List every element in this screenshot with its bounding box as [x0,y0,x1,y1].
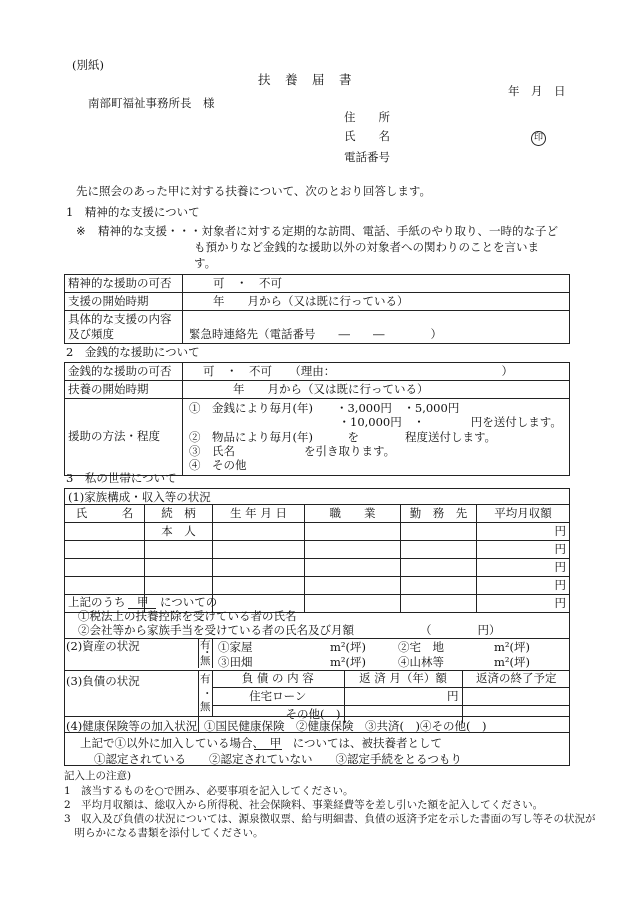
tax-item-2-amount: （ 円） [420,623,501,637]
tax-item-1: ①税法上の扶養控除を受けている者の氏名 [78,609,297,623]
assets-no[interactable]: 無 [200,655,211,667]
seal-mark [531,129,546,146]
tax-item-2: ②会社等から家族手当を受けている者の氏名及び月額 [78,623,354,637]
asset-field: ③田畑 [218,655,253,669]
relation-cell [145,540,213,558]
row-label: 精神的な援助の可否 [65,275,183,293]
phone-label: 電話番号 [344,150,390,164]
tax-line: 上記のうち 甲 についての [68,595,218,609]
row-label: 金銭的な援助の可否 [65,363,183,381]
table-row[interactable] [65,576,570,594]
seal-icon: 印 [531,131,546,146]
notes-heading: 記入上の注意) [64,770,132,782]
support-detail[interactable]: 緊急時連絡先（電話番号 ― ― ） [183,310,570,343]
col-relation: 続 柄 [145,505,213,523]
table-row[interactable] [65,522,570,540]
col-name: 氏 名 [65,505,145,523]
row-label: 具体的な支援の内容及び頻度 [65,310,183,343]
table-row [65,275,570,293]
debt-col-end: 返済の終了予定 [462,670,570,687]
insurance-title: (4)健康保険等の加入状況 [66,719,198,733]
financial-availability[interactable] [183,363,570,381]
income-cell: 円 [477,540,570,558]
debt-dot: ・ [202,688,213,700]
asset-land: ②宅 地 [398,640,444,654]
assets-yes[interactable]: 有 [200,639,211,651]
section1-note-line2: も預かりなど金銭的な援助以外の対象者への関わりのことを言いま [194,240,539,254]
debt-col-content: 負 債 の 内 容 [212,670,344,687]
note-item-4: 明らかになる書類を添付してください。 [64,827,264,839]
section1-note-line3: す。 [194,256,217,270]
table-header-row [65,505,570,523]
section2-heading: 2 金銭的な援助について [66,345,200,359]
name-label: 氏 名 [344,129,390,143]
section1-heading: 1 精神的な支援について [66,205,200,219]
relation-cell: 本 人 [145,522,213,540]
asset-house: ①家屋 [218,640,253,654]
method-line-4: ③ 氏名 を引き取ります。 [189,444,396,458]
insurance-line-2[interactable]: ①認定されている ②認定されていない ③認定手続をとるつもり [94,752,462,766]
asset-land-unit: m²(坪) [494,640,530,654]
row-label: 援助の方法・程度 [65,398,183,475]
debt-content: その他( ) [212,705,344,722]
table-row [65,292,570,310]
relation-cell [145,576,213,594]
row-label: 支援の開始時期 [65,292,183,310]
intro-text: 先に照会のあった甲に対する扶養について、次のとおり回答します。 [76,184,432,198]
table-row[interactable] [65,540,570,558]
financial-availability-text: 可 ・ 不可 （理由： [203,364,336,378]
addressee: 南部町福祉事務所長 様 [88,96,215,110]
col-job: 職 業 [305,505,401,523]
debt-title: (3)負債の状況 [66,674,140,688]
debt-amount: 円 [344,687,462,705]
income-cell: 円 [477,594,570,612]
col-workplace: 勤 務 先 [401,505,477,523]
table-row [65,380,570,398]
note-item-2: 2 平均月収額は、総収入から所得税、社会保険料、事業経費等を差し引いた額を記入してください。 [64,799,544,811]
method-line-1: ① 金銭により毎月(年) ・3,000円 ・5,000円 [189,400,460,415]
annex-label: (別紙) [72,58,104,72]
method-cell[interactable] [183,398,570,475]
insurance-options[interactable]: ①国民健康保険 ②健康保険 ③共済( )④その他( ) [204,719,487,733]
method-line-5: ④ その他 [189,458,247,473]
relation-cell [145,558,213,576]
debt-yes[interactable]: 有 [200,673,211,685]
assets-dot: ・ [202,647,213,659]
section3-heading: 3 私の世帯について [66,471,177,485]
method-line-2: ・10,000円 ・ 円を送付します。 [189,415,562,430]
table-header-row [212,670,570,687]
spiritual-support-table [64,274,570,344]
table-row [65,310,570,343]
address-label: 住 所 [344,110,390,124]
debt-col-amount: 返 済 月（年）額 [344,670,462,687]
col-income: 平均月収額 [477,505,570,523]
method-line-3: ② 物品により毎月(年) を 程度送付します。 [189,429,497,444]
section1-note-mark: ※ [76,224,86,238]
income-cell: 円 [477,522,570,540]
note-item-1: 1 該当するものを○で囲み、必要事項を記入してください。 [64,785,354,797]
debt-table [212,670,570,723]
asset-field-unit: m²(坪) [330,655,366,669]
date-field: 年 月 日 [508,84,566,98]
insurance-line-1: 上記で①以外に加入している場合、 甲 については、被扶養者として [80,736,443,750]
family-title: (1)家族構成・収入等の状況 [68,490,211,504]
table-row[interactable] [65,558,570,576]
section1-note-line1: 精神的な支援・・・対象者に対する定期的な訪問、電話、手紙のやり取り、一時的な子ど [98,224,558,238]
income-cell: 円 [477,558,570,576]
row-label: 扶養の開始時期 [65,380,183,398]
support-start[interactable]: 年 月から（又は既に行っている） [183,292,570,310]
debt-content: 住宅ローン [212,687,344,705]
income-cell: 円 [477,576,570,594]
table-row [65,363,570,381]
col-birth: 生 年 月 日 [213,505,305,523]
support-availability[interactable]: 可 ・ 不可 [183,275,570,293]
assets-title: (2)資産の状況 [66,639,140,653]
asset-forest: ④山林等 [398,655,444,669]
financial-start[interactable]: 年 月から（又は既に行っている） [183,380,570,398]
reason-close: ） [501,364,513,378]
asset-forest-unit: m²(坪) [494,655,530,669]
financial-support-table [64,362,570,476]
debt-no[interactable]: 無 [200,701,211,713]
document-title: 扶 養 届 書 [258,72,353,87]
table-row[interactable] [212,687,570,705]
asset-house-unit: m²(坪) [330,640,366,654]
note-item-3: 3 収入及び負債の状況については、源泉徴収票、給与明細書、負債の返済予定を示した書面の写し等その状況が [64,813,596,825]
table-row [65,398,570,475]
